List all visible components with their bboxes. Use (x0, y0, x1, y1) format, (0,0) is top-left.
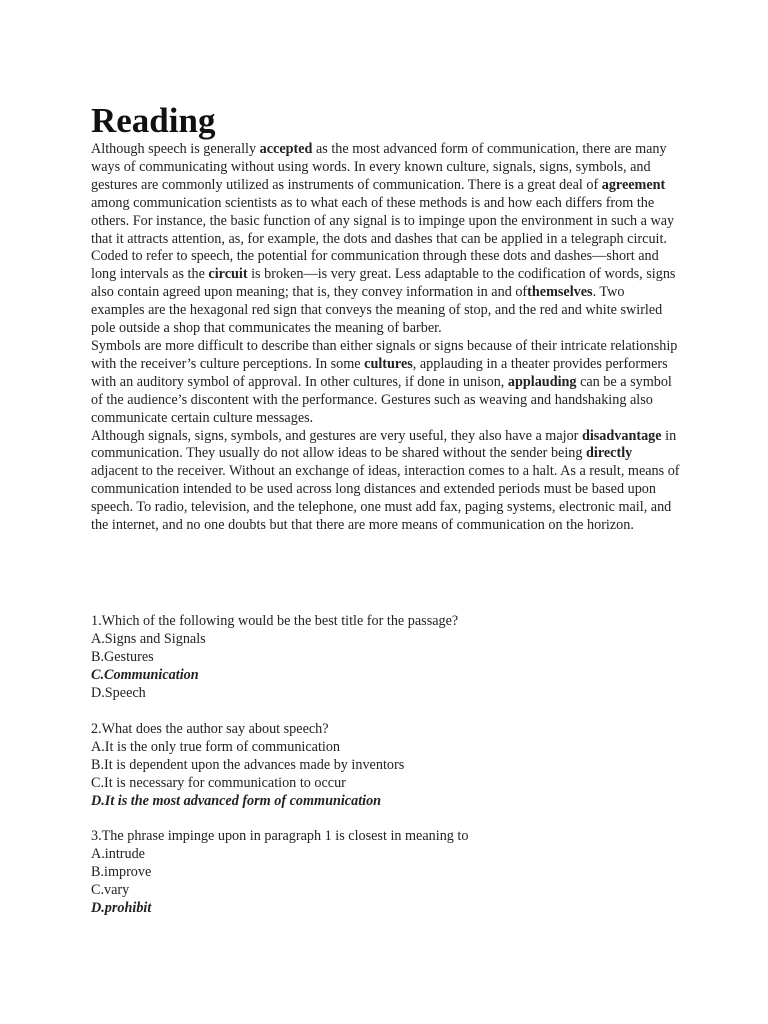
passage-text: Although speech is generally (91, 141, 260, 157)
keyword-bold: agreement (601, 176, 666, 193)
passage-text: Although signals, signs, symbols, and gestures are very useful, they also have a major (91, 427, 582, 444)
keyword-bold: circuit (208, 266, 248, 283)
passage-text: , applauding in a theater provides performers with an auditory symbol of approval. In other cultures, if done in unison, (91, 355, 668, 390)
passage-text: Symbols are more difficult to describe than either signals or signs because of their intricate relationship with the receiver’s culture perceptions. In some (91, 337, 678, 372)
option-c: C.Communication (91, 666, 199, 683)
option-c: C.vary (91, 881, 130, 898)
option-a: A.intrude (91, 845, 145, 862)
passage-paragraph-3 (91, 428, 681, 535)
keyword-bold: cultures (364, 355, 413, 372)
question-text: 2.What does the author say about speech? (91, 721, 329, 737)
passage-paragraph-2 (91, 338, 681, 428)
passage-text: can be a symbol of the audience’s discontent with the performance. Gestures such as weaving and handshaking also communicate certain culture messages. (91, 373, 672, 426)
keyword-bold: applauding (507, 373, 577, 390)
passage-text: adjacent to the receiver. Without an exchange of ideas, interaction comes to a halt. As a result, means of communication intended to be used across long distances and extended periods must be based upon speech. To radio, television, and the telephone, one must add fax, paging systems, electronic mail, and the internet, and no one doubts but that there are more means of communication on the horizon. (91, 463, 680, 534)
keyword-bold: themselves (527, 284, 593, 301)
option-b: B.Gestures (91, 648, 154, 665)
reading-passage (91, 141, 681, 535)
passage-text: is broken—is very great. Less adaptable to the codification of words, signs also contain agreed upon meaning; that is, they convey information in and of (91, 266, 676, 301)
option-d: D.Speech (91, 684, 146, 701)
option-b: B.improve (91, 863, 152, 880)
option-b: B.It is dependent upon the advances made by inventors (91, 756, 405, 773)
question-2 (91, 721, 691, 811)
question-text: 1.Which of the following would be the best title for the passage? (91, 613, 459, 629)
option-d: D.prohibit (91, 899, 152, 916)
passage-text: in communication. They usually do not allow ideas to be shared without the sender being (91, 427, 677, 462)
option-c: C.It is necessary for communication to occur (91, 774, 346, 791)
keyword-bold: directly (586, 445, 633, 462)
passage-paragraph-1 (91, 141, 681, 338)
page-title: Reading (91, 101, 216, 140)
option-a: A.It is the only true form of communication (91, 738, 341, 755)
option-a: A.Signs and Signals (91, 630, 206, 647)
passage-text: among communication scientists as to what each of these methods is and how each differs from the others. For instance, the basic function of any signal is to impinge upon the environment in such a way that it attracts attention, as, for example, the dots and dashes that can be applied in a telegraph circuit. Coded to refer to speech, the potential for communication through these dots and dashes—short and long intervals as the (91, 194, 675, 283)
keyword-bold: accepted (259, 141, 313, 157)
passage-text: . Two examples are the hexagonal red sign that conveys the meaning of stop, and the red and white swirled pole outside a shop that communicates the meaning of barber. (91, 284, 663, 337)
question-text: 3.The phrase impinge upon in paragraph 1 is closest in meaning to (91, 828, 469, 844)
question-1 (91, 613, 691, 703)
passage-text: as the most advanced form of communication, there are many ways of communicating without using words. In every known culture, signals, signs, symbols, and gestures are commonly utilized as instruments of communication. There is a great deal of (91, 141, 667, 193)
question-3 (91, 828, 691, 918)
keyword-bold: disadvantage (581, 427, 662, 444)
option-d: D.It is the most advanced form of communication (91, 792, 382, 809)
